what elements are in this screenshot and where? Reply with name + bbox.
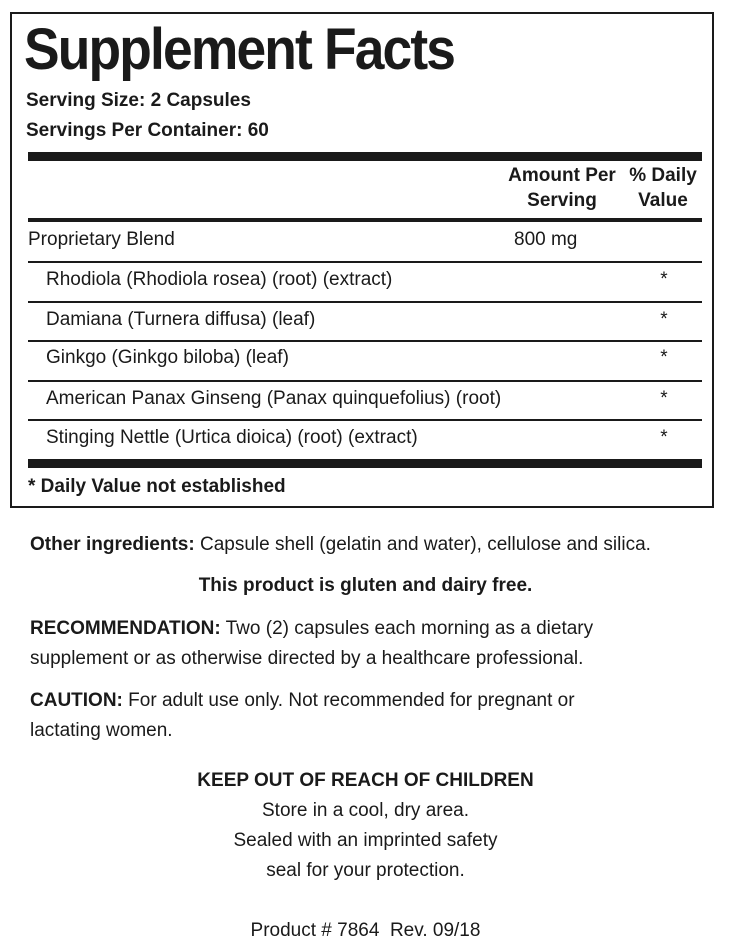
blend-amount: 800 mg	[514, 229, 578, 250]
row-divider	[28, 261, 702, 263]
thick-divider-top	[28, 152, 702, 161]
ingredient-dv: *	[660, 427, 668, 448]
ingredient-dv: *	[660, 388, 668, 409]
other-ingredients-label: Other ingredients:	[30, 534, 195, 555]
blend-name: Proprietary Blend	[28, 229, 175, 250]
panel-title: Supplement Facts	[24, 17, 455, 82]
servings-per-container: Servings Per Container: 60	[26, 120, 269, 141]
amount-header-line2: Serving	[527, 190, 597, 211]
storage-line: Sealed with an imprinted safety	[233, 830, 498, 851]
ingredient-name: Stinging Nettle (Urtica dioica) (root) (extract)	[46, 427, 418, 448]
dv-header-line1: % Daily	[629, 165, 697, 186]
ingredient-dv: *	[660, 269, 668, 290]
storage-line: seal for your protection.	[266, 860, 465, 881]
other-ingredients	[30, 530, 720, 560]
recommendation-label: RECOMMENDATION:	[30, 618, 221, 639]
caution	[30, 686, 630, 746]
product-number: Product # 7864 Rev. 09/18	[250, 920, 481, 941]
storage-line: Store in a cool, dry area.	[262, 800, 469, 821]
amount-per-serving-header	[502, 163, 622, 213]
recommendation-text: Two (2) capsules each morning as a dietary supplement or as otherwise directed by a healthcare professional.	[30, 618, 594, 669]
thick-divider-bottom	[28, 459, 702, 468]
ingredient-dv: *	[660, 309, 668, 330]
keep-out-warning: KEEP OUT OF REACH OF CHILDREN	[197, 770, 534, 791]
row-divider	[28, 340, 702, 342]
caution-text: For adult use only. Not recommended for pregnant or lactating women.	[30, 690, 575, 741]
row-divider	[28, 419, 702, 421]
ingredient-name: Ginkgo (Ginkgo biloba) (leaf)	[46, 347, 289, 368]
dv-header-line2: Value	[638, 190, 688, 211]
row-divider	[28, 301, 702, 303]
daily-value-footnote: * Daily Value not established	[28, 476, 286, 497]
ingredient-name: American Panax Ginseng (Panax quinquefolius) (root)	[46, 388, 502, 409]
serving-size: Serving Size: 2 Capsules	[26, 90, 251, 111]
ingredient-dv: *	[660, 347, 668, 368]
daily-value-header	[622, 163, 704, 213]
caution-label: CAUTION:	[30, 690, 123, 711]
ingredient-name: Rhodiola (Rhodiola rosea) (root) (extract)	[46, 269, 393, 290]
recommendation	[30, 614, 650, 674]
gluten-dairy-statement: This product is gluten and dairy free.	[198, 575, 533, 596]
supplement-facts-panel	[10, 12, 714, 508]
amount-header-line1: Amount Per	[508, 165, 616, 186]
row-divider	[28, 380, 702, 382]
header-divider	[28, 218, 702, 222]
ingredient-name: Damiana (Turnera diffusa) (leaf)	[46, 309, 316, 330]
other-ingredients-text: Capsule shell (gelatin and water), cellulose and silica.	[194, 534, 651, 555]
